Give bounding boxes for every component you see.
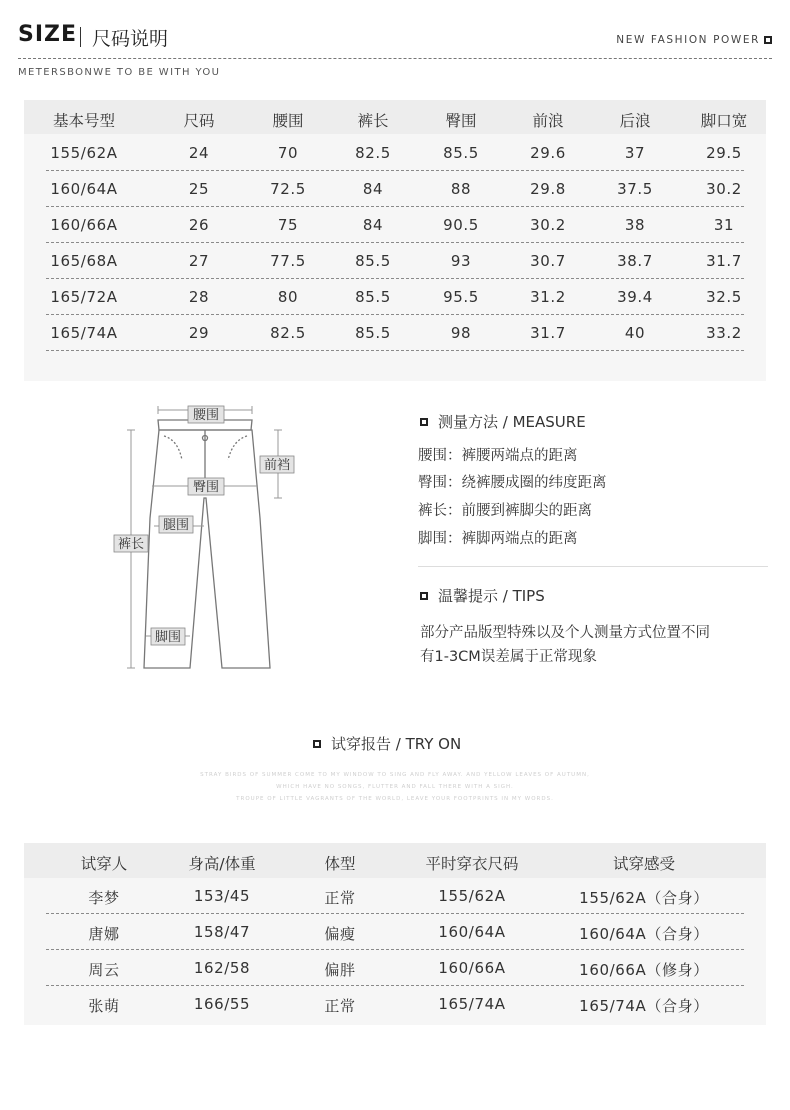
- row-divider: [46, 350, 744, 351]
- try-cell: 160/64A（合身）: [579, 925, 709, 943]
- decorative-caption-2: WHICH HAVE NO SONGS, FLUTTER AND FALL THERE WITH A SIGH.: [276, 784, 514, 790]
- hem-label: 脚围: [154, 630, 182, 645]
- decorative-caption-3: TROUPE OF LITTLE VAGRANTS OF THE WORLD, LEAVE YOUR FOOTPRINTS IN MY WORDS.: [236, 796, 554, 802]
- size-heading: SIZE: [18, 22, 78, 47]
- size-cell: 85.5: [355, 288, 391, 306]
- size-col-header: 裤长: [357, 112, 389, 130]
- try-cell: 166/55: [193, 995, 251, 1013]
- row-divider: [46, 949, 744, 950]
- size-cell: 31.7: [530, 324, 566, 342]
- try-cell: 153/45: [193, 887, 251, 905]
- size-cell: 70: [277, 144, 299, 162]
- square-bullet-icon: [764, 36, 772, 44]
- size-cell: 98: [450, 324, 472, 342]
- size-cell: 82.5: [355, 144, 391, 162]
- measure-line-hem: 脚围：裤脚两端点的距离: [418, 531, 578, 547]
- try-on-title: 试穿报告 / TRY ON: [331, 735, 462, 753]
- brand-tagline: [616, 34, 772, 46]
- measure-title: 测量方法 / MEASURE: [438, 413, 586, 431]
- size-row-label: 155/62A: [50, 144, 118, 162]
- size-cell: 27: [188, 252, 210, 270]
- size-cell: 85.5: [443, 144, 479, 162]
- size-col-header: 腰围: [272, 112, 304, 130]
- row-divider: [46, 913, 744, 914]
- try-cell: 正常: [324, 997, 356, 1015]
- brand-subtitle: METERSBONWE TO BE WITH YOU: [18, 67, 221, 78]
- size-cell: 29.8: [530, 180, 566, 198]
- measure-line-length: 裤长：前腰到裤脚尖的距离: [418, 503, 592, 519]
- size-cell: 30.2: [706, 180, 742, 198]
- row-divider: [46, 206, 744, 207]
- size-cell: 38.7: [617, 252, 653, 270]
- size-col-header: 前浪: [532, 112, 564, 130]
- size-cell: 39.4: [617, 288, 653, 306]
- size-cell: 84: [362, 180, 384, 198]
- size-row-label: 160/64A: [50, 180, 118, 198]
- row-divider: [46, 170, 744, 171]
- tester-name: 唐娜: [88, 925, 120, 943]
- size-cell: 95.5: [443, 288, 479, 306]
- tagline-text: NEW FASHION POWER: [616, 34, 760, 46]
- size-col-header: 基本号型: [52, 112, 115, 130]
- size-cell: 75: [277, 216, 299, 234]
- measure-heading: [420, 411, 586, 432]
- size-cell: 30.7: [530, 252, 566, 270]
- size-cell: 29.6: [530, 144, 566, 162]
- length-label: 裤长: [117, 537, 145, 552]
- tester-name: 张萌: [88, 997, 120, 1015]
- tester-name: 李梦: [88, 889, 120, 907]
- hip-label: 臀围: [192, 480, 220, 495]
- waist-label: 腰围: [192, 408, 220, 423]
- try-cell: 160/66A（修身）: [579, 961, 709, 979]
- try-cell: 162/58: [193, 959, 251, 977]
- size-cell: 77.5: [270, 252, 306, 270]
- measure-line-waist: 腰围：裤腰两端点的距离: [418, 448, 578, 464]
- try-cell: 偏瘦: [324, 925, 356, 943]
- size-cell: 37: [624, 144, 646, 162]
- size-cell: 37.5: [617, 180, 653, 198]
- tips-title: 温馨提示 / TIPS: [438, 587, 545, 605]
- size-cell: 28: [188, 288, 210, 306]
- try-cell: 偏胖: [324, 961, 356, 979]
- try-cell: 160/64A: [438, 923, 506, 941]
- size-cell: 93: [450, 252, 472, 270]
- row-divider: [46, 278, 744, 279]
- size-cell: 72.5: [270, 180, 306, 198]
- tips-line-1: 部分产品版型特殊以及个人测量方式位置不同: [420, 625, 710, 641]
- section-divider: [418, 566, 768, 567]
- size-cell: 38: [624, 216, 646, 234]
- size-cell: 82.5: [270, 324, 306, 342]
- size-cell: 29: [188, 324, 210, 342]
- try-on-heading: [313, 733, 461, 754]
- try-cell: 158/47: [193, 923, 251, 941]
- size-cell: 85.5: [355, 324, 391, 342]
- size-cell: 90.5: [443, 216, 479, 234]
- square-bullet-icon: [420, 592, 428, 600]
- size-row-label: 165/74A: [50, 324, 118, 342]
- row-divider: [46, 242, 744, 243]
- size-cell: 80: [277, 288, 299, 306]
- heading-divider: [80, 27, 81, 47]
- try-col-header: 身高/体重: [188, 855, 256, 873]
- measure-line-hip: 臀围：绕裤腰成圈的纬度距离: [418, 475, 607, 491]
- size-row-label: 165/72A: [50, 288, 118, 306]
- row-divider: [46, 985, 744, 986]
- size-cell: 29.5: [706, 144, 742, 162]
- size-cell: 85.5: [355, 252, 391, 270]
- size-cell: 30.2: [530, 216, 566, 234]
- rise-label: 前裆: [263, 458, 291, 473]
- size-cell: 31.2: [530, 288, 566, 306]
- try-cell: 正常: [324, 889, 356, 907]
- try-cell: 165/74A（合身）: [579, 997, 709, 1015]
- pants-diagram: [100, 398, 310, 680]
- size-row-label: 160/66A: [50, 216, 118, 234]
- try-col-header: 试穿人: [80, 855, 128, 873]
- tips-line-2: 有1-3CM误差属于正常现象: [420, 649, 597, 665]
- try-col-header: 体型: [324, 855, 356, 873]
- square-bullet-icon: [420, 418, 428, 426]
- size-cell: 40: [624, 324, 646, 342]
- decorative-caption-1: STRAY BIRDS OF SUMMER COME TO MY WINDOW TO SING AND FLY AWAY. AND YELLOW LEAVES OF AUTUMN,: [200, 772, 590, 778]
- row-divider: [46, 314, 744, 315]
- tester-name: 周云: [88, 961, 120, 979]
- size-col-header: 后浪: [619, 112, 651, 130]
- thigh-label: 腿围: [162, 518, 190, 533]
- size-cell: 24: [188, 144, 210, 162]
- size-cell: 88: [450, 180, 472, 198]
- try-col-header: 平时穿衣尺码: [425, 855, 519, 873]
- size-cell: 26: [188, 216, 210, 234]
- size-col-header: 脚口宽: [700, 112, 748, 130]
- size-col-header: 尺码: [183, 112, 215, 130]
- size-col-header: 臀围: [445, 112, 477, 130]
- size-guide-title: 尺码说明: [92, 28, 169, 50]
- try-col-header: 试穿感受: [612, 855, 675, 873]
- try-cell: 155/62A: [438, 887, 506, 905]
- size-cell: 84: [362, 216, 384, 234]
- tips-heading: [420, 585, 545, 606]
- header-dashed-rule: [18, 58, 772, 59]
- size-cell: 31: [713, 216, 735, 234]
- size-cell: 32.5: [706, 288, 742, 306]
- try-cell: 160/66A: [438, 959, 506, 977]
- size-cell: 31.7: [706, 252, 742, 270]
- try-cell: 155/62A（合身）: [579, 889, 709, 907]
- try-cell: 165/74A: [438, 995, 506, 1013]
- size-row-label: 165/68A: [50, 252, 118, 270]
- size-cell: 25: [188, 180, 210, 198]
- square-bullet-icon: [313, 740, 321, 748]
- size-cell: 33.2: [706, 324, 742, 342]
